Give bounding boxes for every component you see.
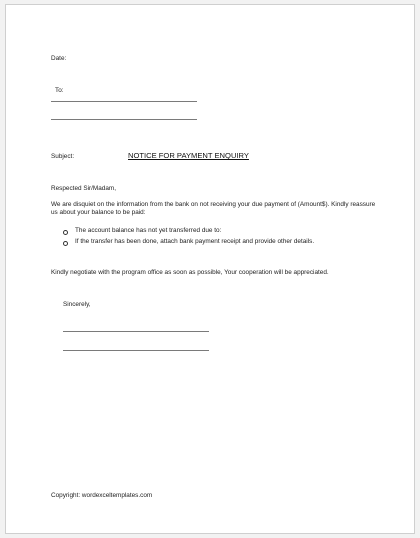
- salutation: Respected Sir/Madam,: [51, 185, 116, 192]
- notice-title: NOTICE FOR PAYMENT ENQUIRY: [128, 151, 249, 160]
- letter-page: [5, 4, 415, 534]
- to-line-1: [51, 101, 197, 102]
- to-label: To:: [55, 87, 64, 94]
- paragraph-closing: Kindly negotiate with the program office as soon as possible, Your cooperation will be appreciated.: [51, 269, 329, 276]
- bullet-item: If the transfer has been done, attach bank payment receipt and provide other details.: [75, 238, 315, 245]
- bullet-circle-icon: [63, 230, 68, 235]
- to-line-2: [51, 119, 197, 120]
- name-line: [63, 350, 209, 351]
- paragraph-intro: We are disquiet on the information from the bank on not receiving your due payment of (Amount$). Kindly reassure us about your balance to be paid:: [51, 201, 376, 216]
- bullet-item: The account balance has not yet transferred due to:: [75, 227, 222, 234]
- signature-line: [63, 331, 209, 332]
- bullet-circle-icon: [63, 241, 68, 246]
- subject-label: Subject:: [51, 153, 75, 160]
- closing: Sincerely,: [63, 301, 91, 308]
- date-label: Date:: [51, 55, 67, 62]
- copyright: Copyright: wordexceltemplates.com: [51, 492, 153, 499]
